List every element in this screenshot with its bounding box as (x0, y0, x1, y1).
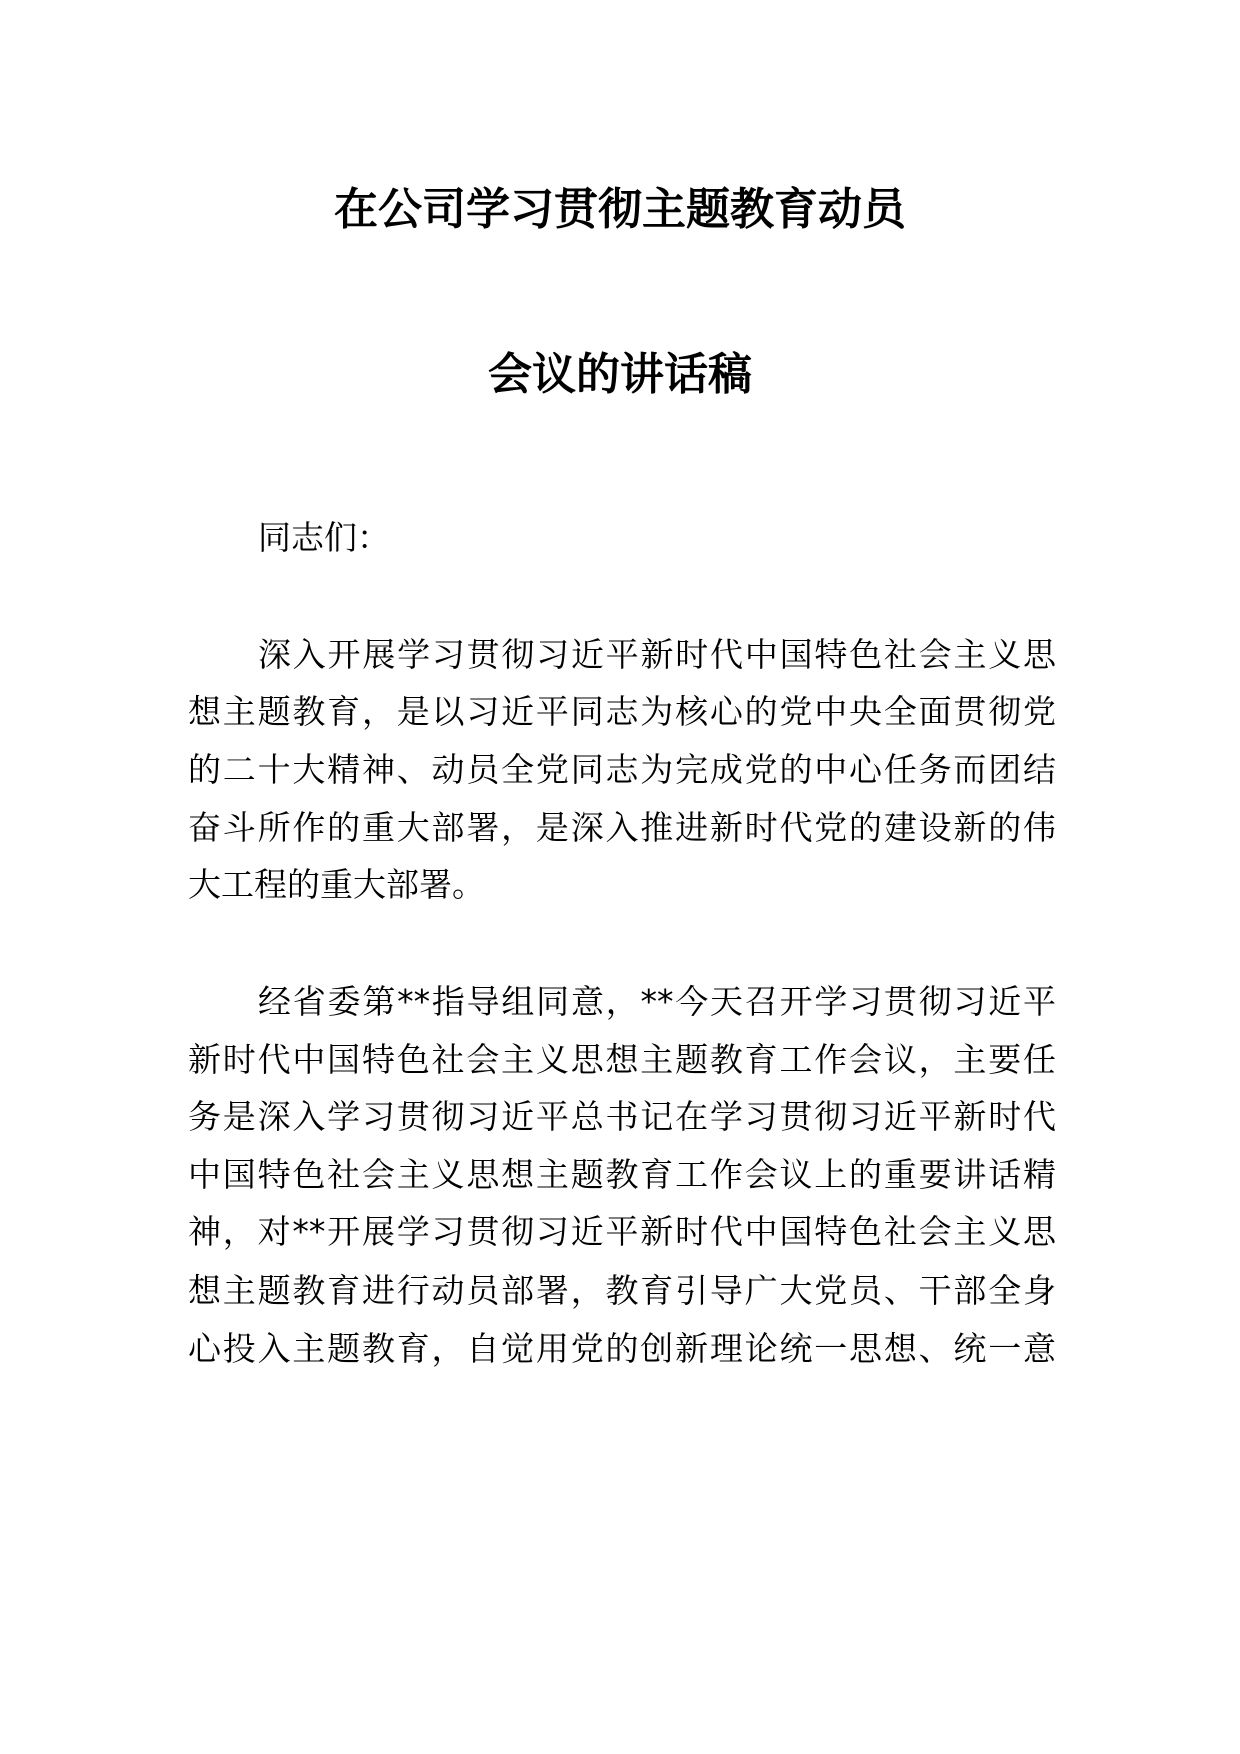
text-line: 心投入主题教育，自觉用党的创新理论统一思想、统一意 (188, 1329, 1056, 1368)
title-line-2: 会议的讲话稿 (488, 349, 752, 400)
salutation: 同志们： (258, 518, 390, 557)
text-line: 深入开展学习贯彻习近平新时代中国特色社会主义思 (258, 635, 1056, 674)
text-line: 奋斗所作的重大部署，是深入推进新时代党的建设新的伟 (188, 808, 1056, 847)
text-line: 务是深入学习贯彻习近平总书记在学习贯彻习近平新时代 (188, 1097, 1056, 1136)
text-line: 神，对**开展学习贯彻习近平新时代中国特色社会主义思 (188, 1212, 1056, 1251)
text-line: 想主题教育，是以习近平同志为核心的党中央全面贯彻党 (188, 692, 1056, 731)
text-line: 新时代中国特色社会主义思想主题教育工作会议，主要任 (188, 1040, 1056, 1079)
text-line: 大工程的重大部署。 (188, 865, 485, 904)
text-line: 中国特色社会主义思想主题教育工作会议上的重要讲话精 (188, 1155, 1056, 1194)
text-line: 想主题教育进行动员部署，教育引导广大党员、干部全身 (188, 1271, 1056, 1310)
title-line-1: 在公司学习贯彻主题教育动员 (334, 184, 906, 235)
text-line: 经省委第**指导组同意，**今天召开学习贯彻习近平 (258, 982, 1056, 1021)
text-line: 的二十大精神、动员全党同志为完成党的中心任务而团结 (188, 750, 1056, 789)
